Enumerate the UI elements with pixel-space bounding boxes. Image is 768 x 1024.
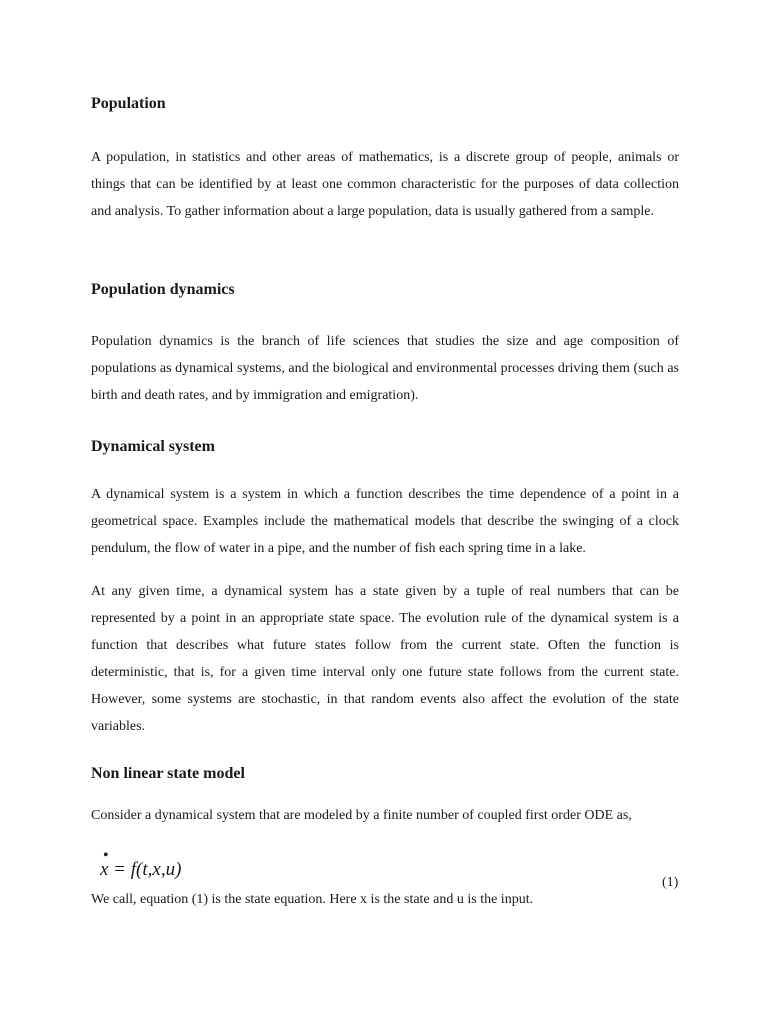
heading-dynamical-system: Dynamical system: [91, 438, 215, 455]
equation-dot-accent: •: [103, 847, 109, 864]
paragraph-population: A population, in statistics and other areas of mathematics, is a discrete group of people, animals or things that can be identified by at least one common characteristic for the purposes of data collection and analysis. To gather information about a large population, data is usually gathered from a sample.: [91, 150, 679, 219]
heading-non-linear-state-model: Non linear state model: [91, 765, 245, 782]
equation-number: (1): [662, 875, 679, 890]
paragraph-population-dynamics: Population dynamics is the branch of life sciences that studies the size and age composition of populations as dynamical systems, and the biological and environmental processes driving them (such as birth and death rates, and by immigration and emigration).: [91, 334, 679, 403]
state-equation: x = f(t,x,u): [100, 859, 182, 880]
closing-text: We call, equation (1) is the state equation. Here x is the state and u is the input.: [91, 892, 534, 907]
heading-population-dynamics: Population dynamics: [91, 281, 235, 298]
paragraph-non-linear-state-model: Consider a dynamical system that are modeled by a finite number of coupled first order ODE as,: [91, 808, 632, 823]
paragraph-dynamical-system-2: At any given time, a dynamical system has a state given by a tuple of real numbers that can be represented by a point in an appropriate state space. The evolution rule of the dynamical system is a function that describes what future states follow from the current state. Often the function is deterministic, that is, for a given time interval only one future state follows from the current state. However, some systems are stochastic, in that random events also affect the evolution of the state variables.: [91, 584, 679, 734]
paragraph-dynamical-system-1: A dynamical system is a system in which a function describes the time dependence of a point in a geometrical space. Examples include the mathematical models that describe the swinging of a clock pendulum, the flow of water in a pipe, and the number of fish each spring time in a lake.: [91, 487, 679, 556]
heading-population: Population: [91, 95, 166, 112]
